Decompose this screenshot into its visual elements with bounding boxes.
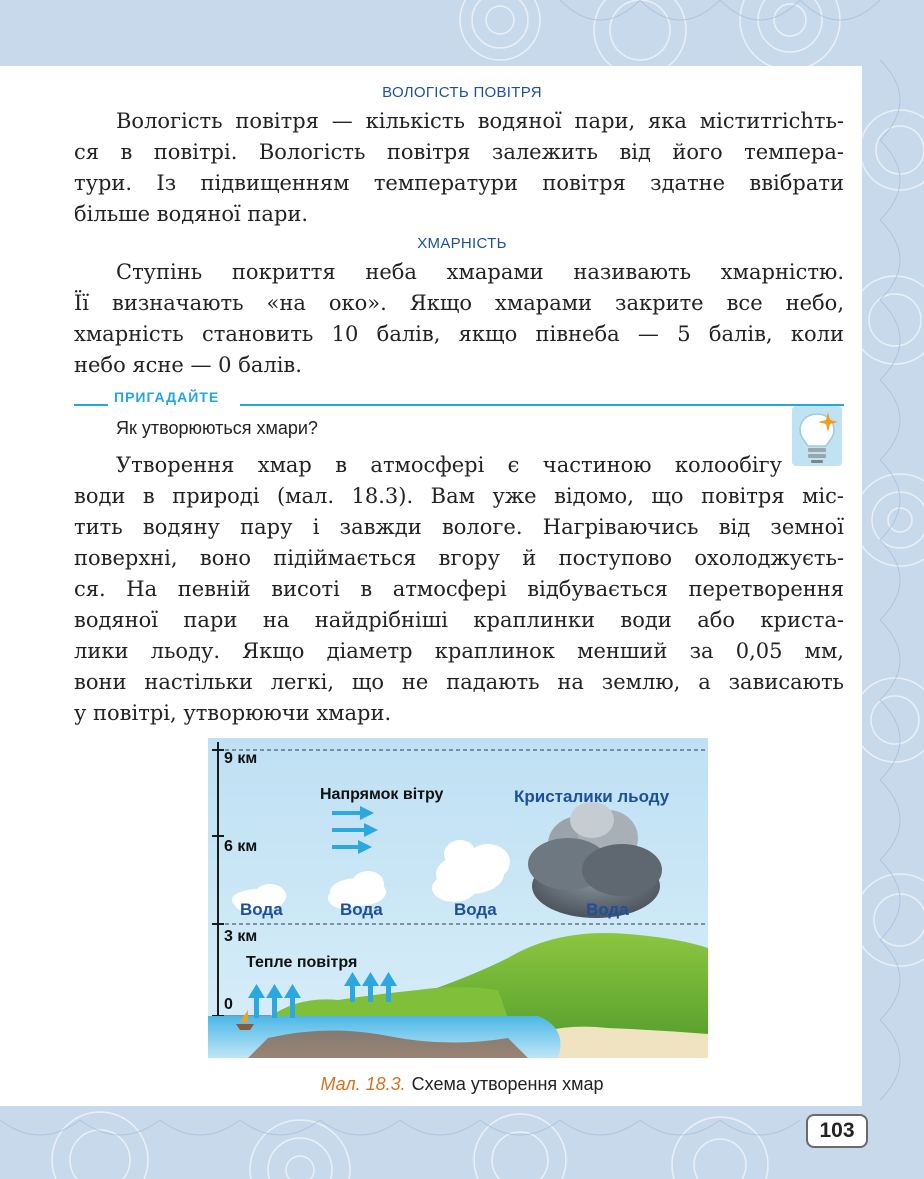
text-line: Ступінь покриття неба хмарами називають хмарністю. bbox=[116, 260, 844, 284]
text-line: небо ясне — 0 балів. bbox=[74, 353, 302, 377]
text-line: поверхні, воно підіймається вгору й поступово охолоджуєть- bbox=[74, 546, 844, 570]
figure-number: Мал. 18.3. bbox=[320, 1074, 406, 1094]
text-line: Вологість повітря — кількість водяної пари, яка міститrichть- bbox=[116, 109, 844, 133]
text-line: більше водяної пари. bbox=[74, 202, 309, 226]
water-label: Вода bbox=[586, 900, 629, 919]
cloud-formation-diagram bbox=[208, 738, 708, 1058]
water-label: Вода bbox=[240, 900, 283, 919]
altitude-label-9km: 9 км bbox=[224, 750, 258, 767]
paragraph-cloud-formation bbox=[74, 450, 844, 729]
paragraph-humidity bbox=[74, 106, 844, 230]
section-heading-cloudiness: ХМАРНІСТЬ bbox=[417, 235, 507, 252]
text-line: лики льоду. Якщо діаметр краплинок менший за 0,05 мм, bbox=[74, 639, 844, 663]
divider-rule bbox=[240, 404, 844, 406]
paragraph-cloudiness bbox=[74, 257, 844, 381]
wind-direction-label: Напрямок вітру bbox=[320, 786, 444, 803]
remember-label: ПРИГАДАЙТЕ bbox=[114, 389, 220, 405]
divider-rule bbox=[74, 404, 108, 406]
warm-air-label: Тепле повітря bbox=[246, 954, 358, 971]
text-line: водяної пари на найдрібніші краплинки води або криста- bbox=[74, 608, 844, 632]
text-line: Утворення хмар в атмосфері є частиною колообігу bbox=[116, 453, 782, 477]
text-line: ся в повітрі. Вологість повітря залежить від його темпера- bbox=[74, 140, 844, 164]
altitude-label-3km: 3 км bbox=[224, 928, 258, 945]
diagram-illustration bbox=[208, 738, 708, 1058]
text-line: у повітрі, утворюючи хмари. bbox=[74, 701, 392, 725]
text-line: ся. На певній висоті в атмосфері відбувається перетворення bbox=[74, 577, 844, 601]
remember-question: Як утворюються хмари? bbox=[116, 418, 318, 438]
text-line: хмарність становить 10 балів, якщо півнеба — 5 балів, коли bbox=[74, 322, 844, 346]
text-line: тури. Із підвищенням температури повітря здатне ввібрати bbox=[74, 171, 844, 195]
remember-divider bbox=[74, 388, 844, 410]
text-line: Її визначають «на око». Якщо хмарами закрите все небо, bbox=[74, 291, 844, 315]
text-line: тить водяну пару і завжди вологе. Нагріваючись від земної bbox=[74, 515, 844, 539]
section-heading-humidity: ВОЛОГІСТЬ ПОВІТРЯ bbox=[382, 84, 542, 101]
water-label: Вода bbox=[454, 900, 497, 919]
figure-caption bbox=[0, 1074, 924, 1095]
altitude-label-0: 0 bbox=[224, 996, 233, 1013]
text-line: вони настільки легкі, що не падають на землю, а зависають bbox=[74, 670, 844, 694]
text-line: води в природі (мал. 18.3). Вам уже відомо, що повітря міс- bbox=[74, 484, 844, 508]
ice-crystals-label: Кристалики льоду bbox=[514, 787, 670, 806]
water-label: Вода bbox=[340, 900, 383, 919]
figure-caption-text: Схема утворення хмар bbox=[411, 1074, 604, 1094]
altitude-label-6km: 6 км bbox=[224, 838, 258, 855]
page-number: 103 bbox=[806, 1114, 868, 1148]
